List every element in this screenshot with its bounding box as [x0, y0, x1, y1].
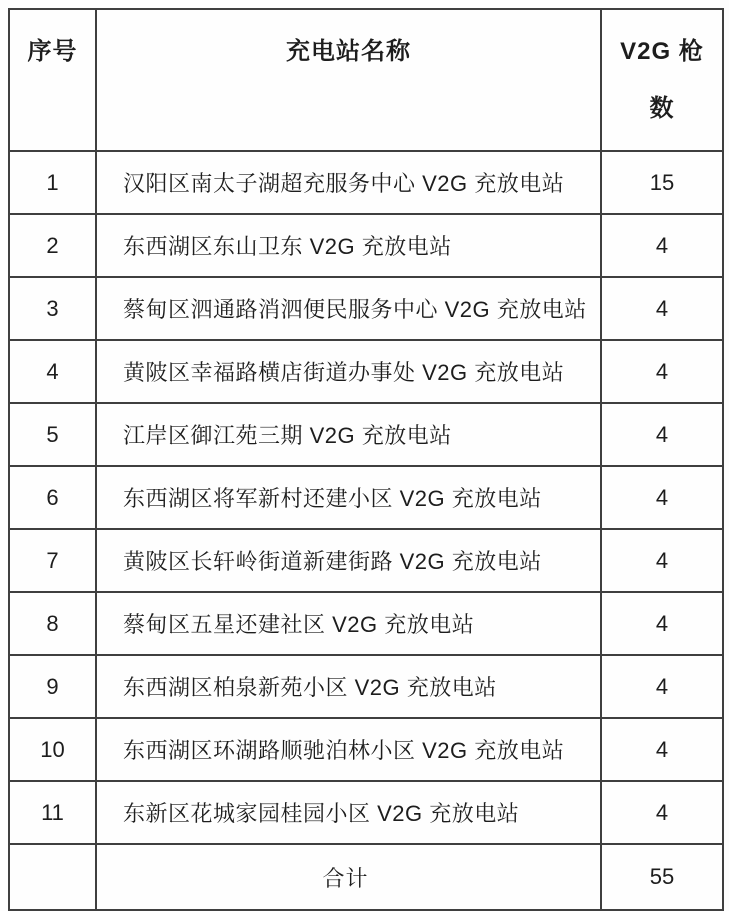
charging-station-table — [8, 8, 724, 911]
serial-cell: 1 — [9, 151, 96, 214]
station-name-cell: 江岸区御江苑三期 V2G 充放电站 — [96, 403, 601, 466]
table-row — [9, 655, 723, 718]
gun-count-cell: 4 — [601, 781, 723, 844]
station-name-cell: 东西湖区环湖路顺驰泊林小区 V2G 充放电站 — [96, 718, 601, 781]
station-name-cell: 东新区花城家园桂园小区 V2G 充放电站 — [96, 781, 601, 844]
gun-count-cell: 4 — [601, 466, 723, 529]
table-row — [9, 529, 723, 592]
serial-cell: 11 — [9, 781, 96, 844]
header-gun-count-label-line2: 数 — [649, 95, 675, 122]
serial-cell: 10 — [9, 718, 96, 781]
total-row — [9, 844, 723, 910]
gun-count-cell: 4 — [601, 214, 723, 277]
serial-cell: 2 — [9, 214, 96, 277]
station-name-cell: 汉阳区南太子湖超充服务中心 V2G 充放电站 — [96, 151, 601, 214]
serial-cell: 7 — [9, 529, 96, 592]
table-row — [9, 592, 723, 655]
table-row — [9, 718, 723, 781]
station-name-cell: 东西湖区将军新村还建小区 V2G 充放电站 — [96, 466, 601, 529]
header-cell-station-name — [96, 9, 601, 151]
header-row — [9, 9, 723, 151]
header-cell-serial — [9, 9, 96, 151]
gun-count-cell: 15 — [601, 151, 723, 214]
table-header — [9, 9, 723, 151]
station-name-cell: 黄陂区长轩岭街道新建街路 V2G 充放电站 — [96, 529, 601, 592]
serial-cell: 3 — [9, 277, 96, 340]
table-row — [9, 151, 723, 214]
gun-count-cell: 4 — [601, 718, 723, 781]
table-row — [9, 214, 723, 277]
gun-count-cell: 4 — [601, 340, 723, 403]
serial-cell: 8 — [9, 592, 96, 655]
table-row — [9, 340, 723, 403]
header-station-name-label: 充电站名称 — [286, 38, 411, 65]
station-name-cell: 东西湖区柏泉新苑小区 V2G 充放电站 — [96, 655, 601, 718]
serial-cell: 5 — [9, 403, 96, 466]
station-name-cell: 蔡甸区泗通路消泗便民服务中心 V2G 充放电站 — [96, 277, 601, 340]
table-row — [9, 277, 723, 340]
serial-cell: 4 — [9, 340, 96, 403]
total-empty-cell — [9, 844, 96, 910]
table-row — [9, 466, 723, 529]
table-row — [9, 403, 723, 466]
gun-count-cell: 4 — [601, 592, 723, 655]
total-label-cell: 合计 — [96, 844, 601, 910]
total-gun-count-cell: 55 — [601, 844, 723, 910]
gun-count-cell: 4 — [601, 655, 723, 718]
header-gun-count-label-line1: V2G 枪 — [620, 38, 704, 65]
table-row — [9, 781, 723, 844]
table-body — [9, 151, 723, 910]
serial-cell: 6 — [9, 466, 96, 529]
station-name-cell: 东西湖区东山卫东 V2G 充放电站 — [96, 214, 601, 277]
serial-cell: 9 — [9, 655, 96, 718]
gun-count-cell: 4 — [601, 529, 723, 592]
header-cell-gun-count — [601, 9, 723, 151]
gun-count-cell: 4 — [601, 403, 723, 466]
station-name-cell: 蔡甸区五星还建社区 V2G 充放电站 — [96, 592, 601, 655]
header-serial-label: 序号 — [27, 38, 78, 65]
gun-count-cell: 4 — [601, 277, 723, 340]
station-name-cell: 黄陂区幸福路横店街道办事处 V2G 充放电站 — [96, 340, 601, 403]
